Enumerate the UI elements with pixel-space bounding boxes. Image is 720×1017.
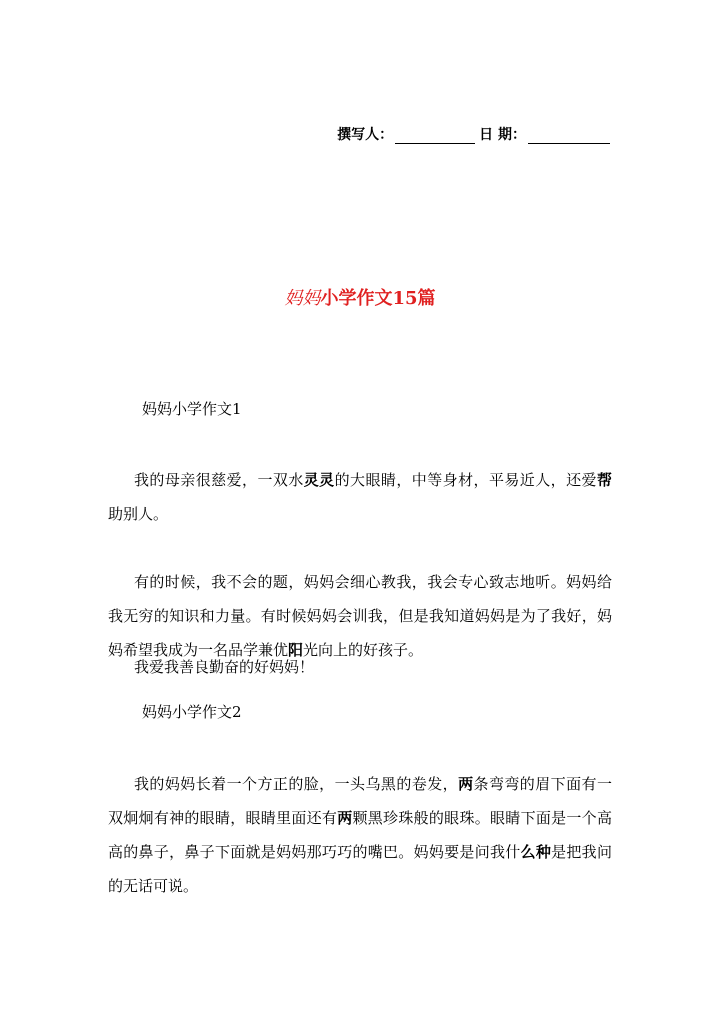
text-run: 我爱我善良勤奋的好妈妈！	[134, 658, 315, 676]
text-run: 助别人。	[108, 505, 169, 523]
document-title	[0, 284, 720, 310]
text-run: 光向上的好孩子。	[303, 641, 424, 659]
header-line	[337, 124, 612, 144]
bold-text-run: 灵灵	[303, 471, 335, 489]
author-label: 撰写人：	[337, 127, 394, 143]
section-heading-2: 妈妈小学作文2	[142, 703, 242, 721]
date-label: 日 期：	[479, 127, 526, 143]
text-run: 颗黑珍珠般的眼珠。眼睛下面是一个高高的鼻子，鼻子下面就是妈妈那巧巧的嘴巴。妈妈要是问我什	[108, 809, 612, 861]
bold-text-run: 帮	[596, 471, 612, 489]
title-part2: 小学作文15篇	[320, 288, 436, 309]
text-run: 有的时候，我不会的题，妈妈会细心教我，我会专心致志地听。妈妈给我无穷的知识和力量。有时候妈妈会训我，但是我知道妈妈是为了我好，妈妈希望我成为一名品学兼优	[108, 573, 612, 659]
text-run: 我的母亲很慈爱，一双水	[134, 471, 304, 489]
text-run: 条弯弯的眉下面有一双炯炯有神的眼睛，眼睛里面还有	[108, 775, 612, 827]
bold-text-run: 两	[337, 809, 353, 827]
bold-text-run: 阳	[288, 641, 304, 659]
bold-text-run: 两	[458, 775, 474, 793]
bold-text-run: 种	[535, 843, 552, 861]
text-run: 我的妈妈长着一个方正的脸，一头乌黑的卷发，	[134, 775, 459, 793]
paragraph	[108, 767, 612, 903]
paragraph	[108, 650, 612, 684]
text-run: 是把我问的无话可说。	[108, 843, 612, 895]
title-part1: 妈妈	[284, 288, 321, 309]
paragraph	[108, 463, 612, 531]
text-run: 的大眼睛，中等身材，平易近人，还爱	[334, 471, 597, 489]
date-blank	[528, 127, 610, 144]
bold-text-run: 么	[520, 843, 536, 861]
author-blank	[395, 127, 475, 144]
section-heading-1: 妈妈小学作文1	[142, 400, 242, 418]
